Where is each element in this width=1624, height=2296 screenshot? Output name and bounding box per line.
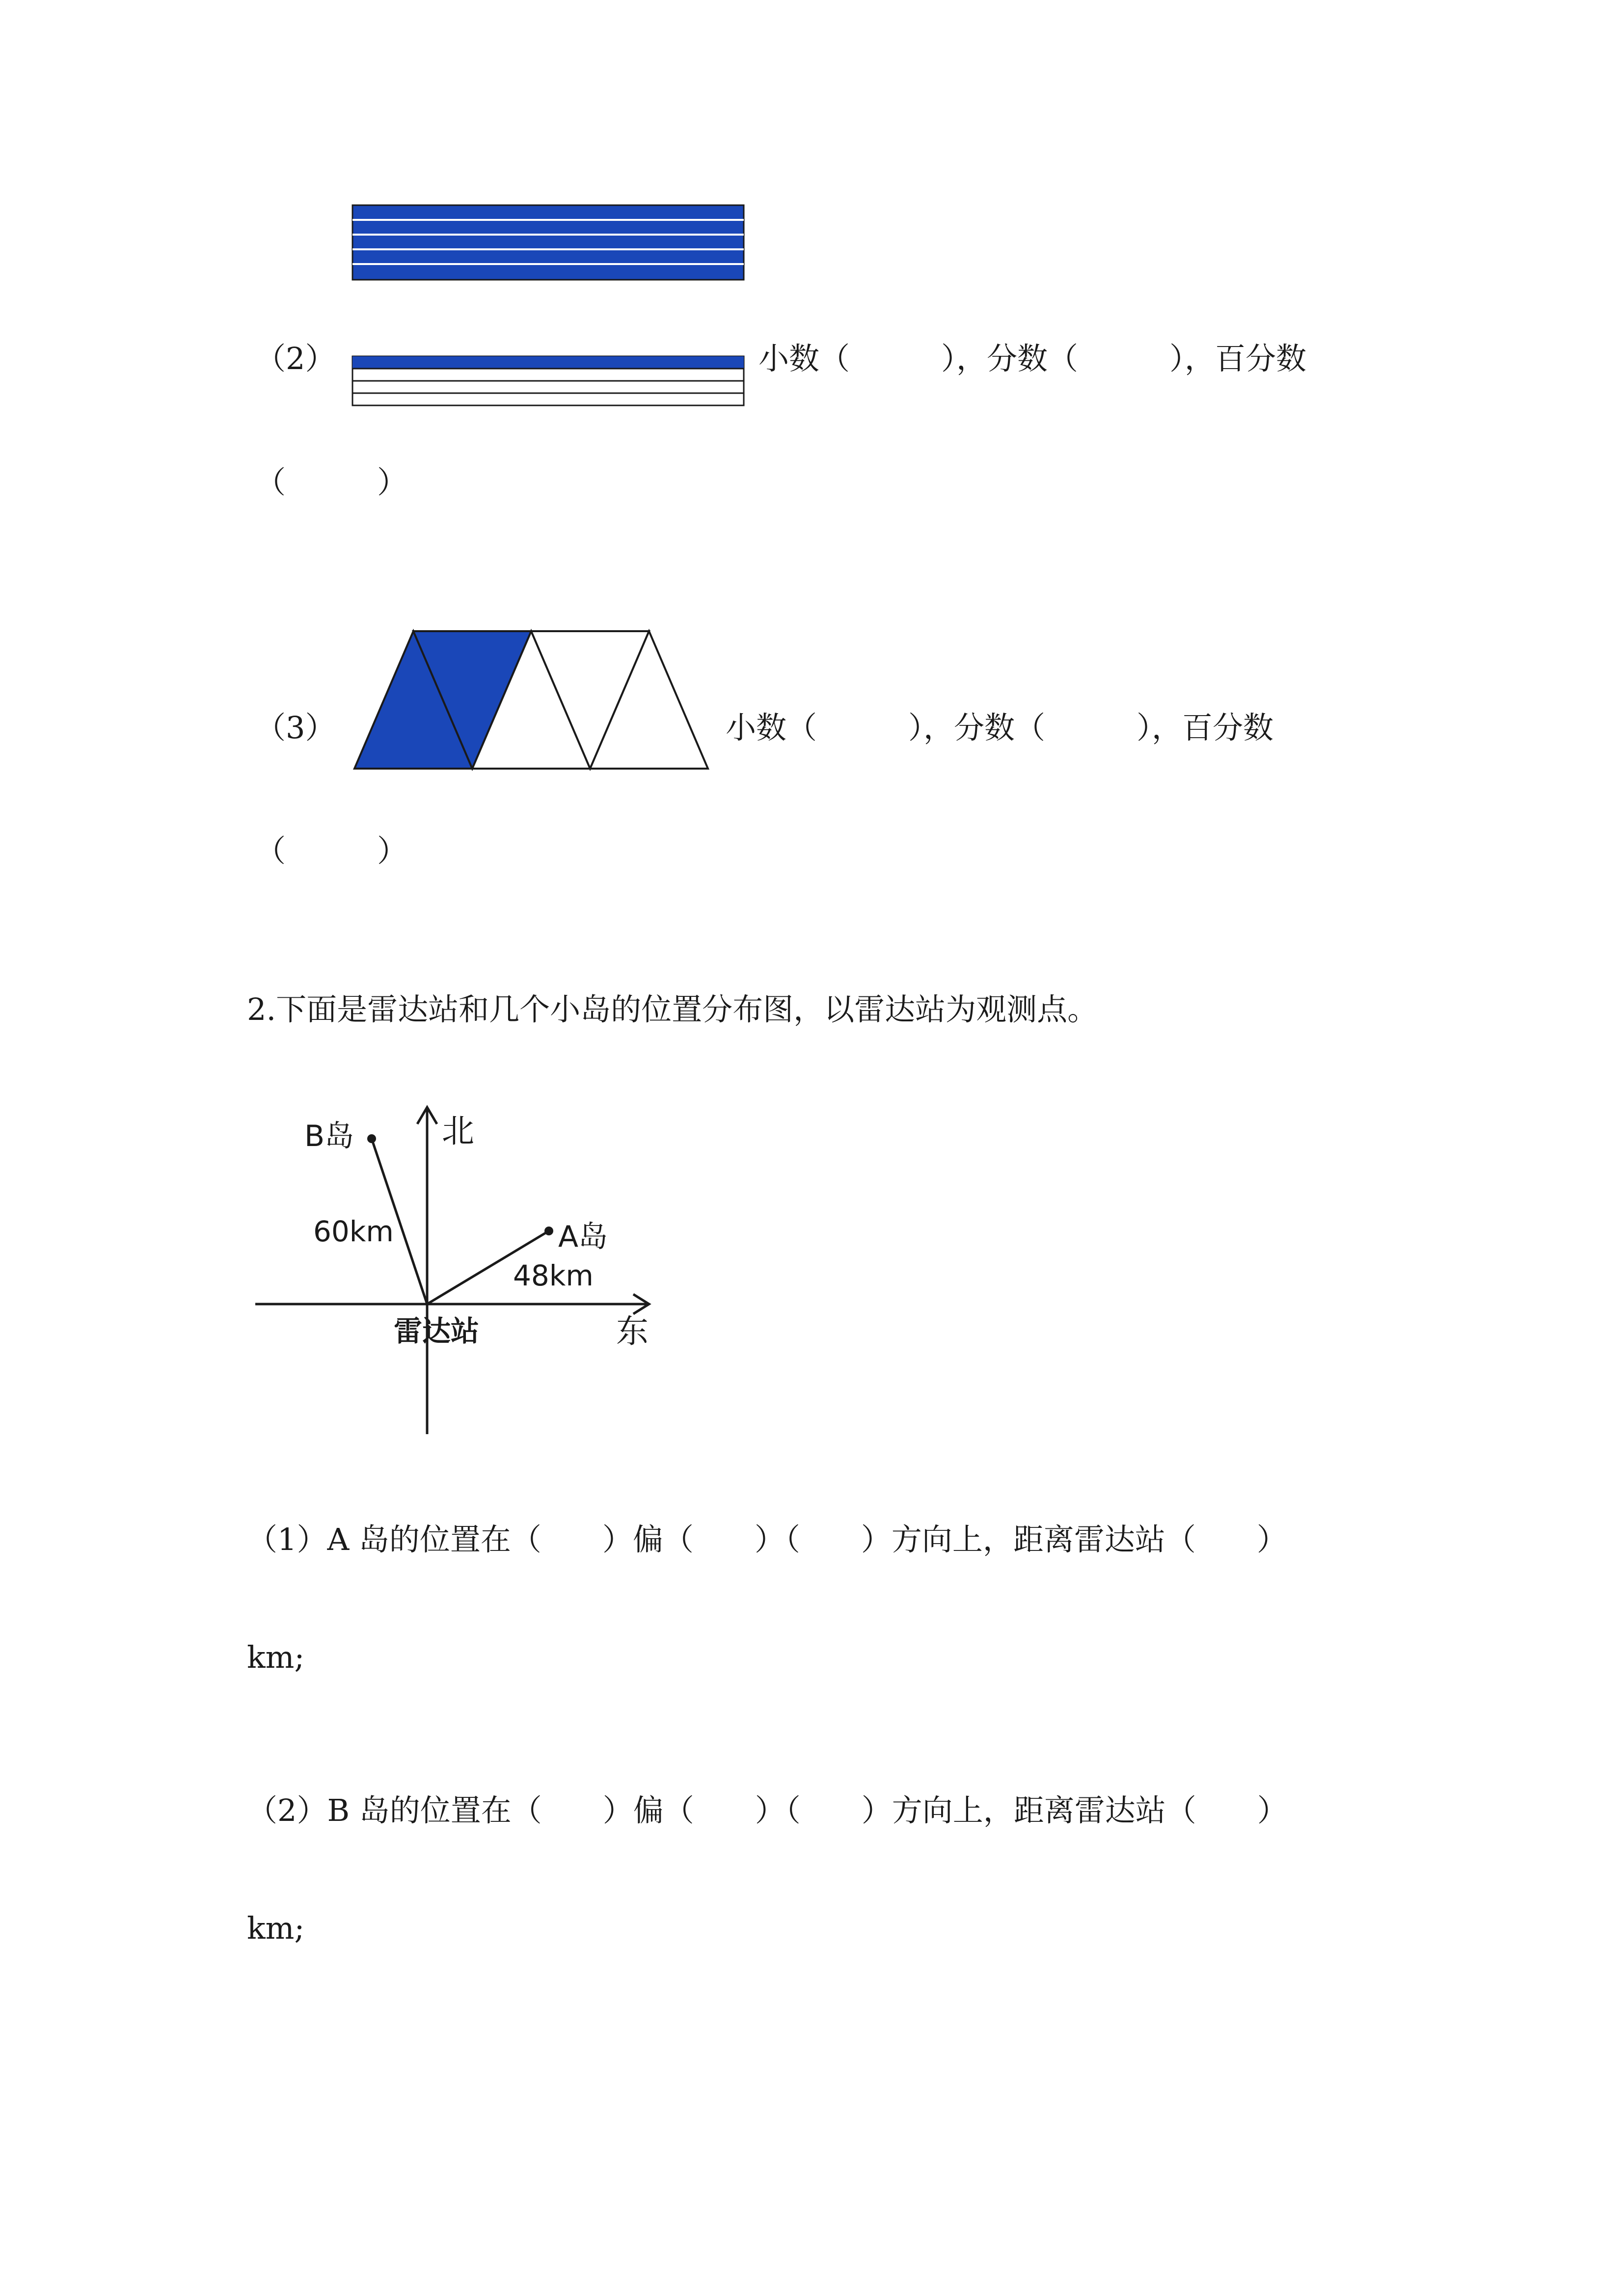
part3-number: （3）: [255, 710, 336, 746]
question2-sub1: （1）A 岛的位置在（ ）偏（ ）（ ）方向上，距离雷达站（ ）: [247, 1522, 1287, 1557]
b-island-dot: [367, 1134, 376, 1143]
part2-number: （2）: [255, 341, 336, 376]
part2-prompt: 小数（ ），分数（ ），百分数: [758, 341, 1307, 376]
part3-prompt: 小数（ ），分数（ ），百分数: [726, 710, 1274, 746]
a-island-label: A岛: [558, 1220, 608, 1254]
north-label: 北: [442, 1112, 474, 1150]
part2-tail: （ ）: [255, 464, 408, 500]
part3-tail: （ ）: [255, 833, 408, 869]
b-island-label: B岛: [304, 1119, 354, 1153]
east-label: 东: [616, 1312, 649, 1350]
question2-sub2-unit: km;: [247, 1910, 305, 1946]
question2-sub2: （2）B 岛的位置在（ ）偏（ ）（ ）方向上，距离雷达站（ ）: [247, 1792, 1288, 1828]
a-island-dot: [544, 1227, 553, 1235]
question2-title: 2.下面是雷达站和几个小岛的位置分布图，以雷达站为观测点。: [247, 991, 1098, 1027]
question2-sub1-unit: km;: [247, 1639, 305, 1675]
a-island-distance: 48km: [513, 1259, 594, 1292]
radar-station-label: 雷达站: [394, 1314, 480, 1348]
b-island-distance: 60km: [313, 1215, 394, 1248]
